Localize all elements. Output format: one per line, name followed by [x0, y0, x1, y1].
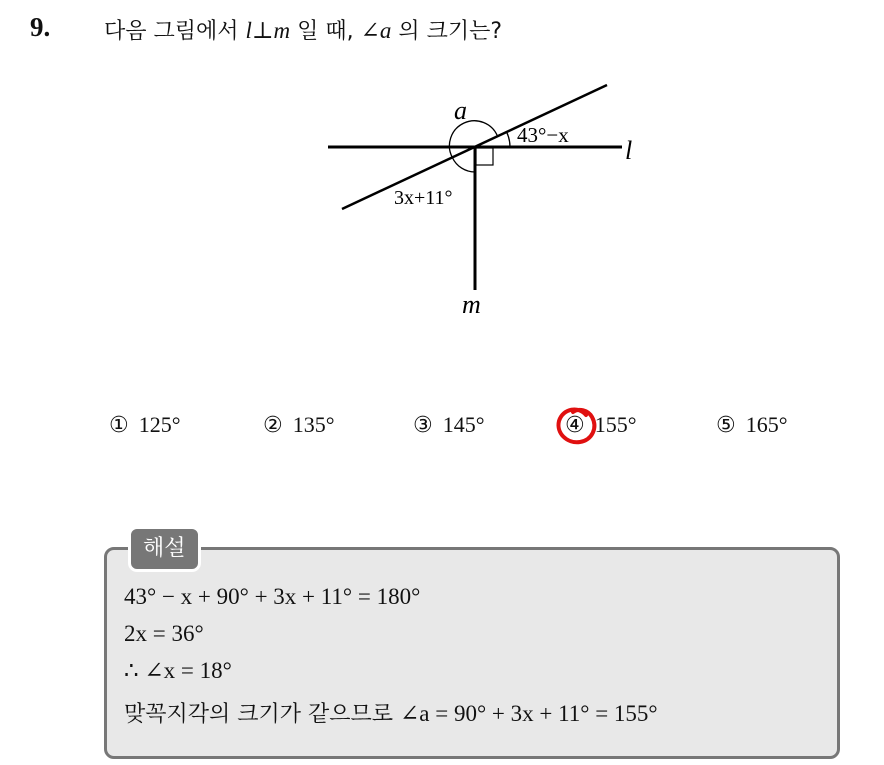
choice-2-number: ②: [263, 413, 283, 438]
choice-3-number: ③: [413, 413, 433, 438]
choice-4-value: 155°: [594, 412, 637, 437]
choice-1-number: ①: [109, 413, 129, 438]
choice-4-number: ④: [565, 413, 585, 438]
label-l: l: [625, 136, 633, 165]
solution-tag: 해설: [128, 526, 201, 572]
choice-5[interactable]: [716, 412, 788, 438]
choice-5-value: 165°: [745, 412, 788, 437]
choice-5-number: ⑤: [716, 413, 736, 438]
label-m: m: [462, 290, 481, 319]
solution-line-4-math: ∠a = 90° + 3x + 11° = 155°: [400, 701, 658, 726]
question-text-middle: 일 때,: [290, 19, 361, 44]
angle-a-target: ∠a: [360, 18, 392, 43]
solution-line-4: [124, 697, 658, 728]
answer-circle-mark: [553, 402, 603, 452]
angle-upper-right-arc: [507, 132, 510, 147]
question-text-before: 다음 그림에서: [104, 19, 246, 44]
choice-3-value: 145°: [442, 412, 485, 437]
label-angle-upper-right: 43°−x: [517, 123, 569, 147]
choice-2-value: 135°: [292, 412, 335, 437]
choice-2[interactable]: [263, 412, 335, 438]
label-angle-lower-left: 3x+11°: [394, 187, 453, 209]
solution-line-3: ∴ ∠x = 18°: [124, 658, 232, 683]
solution-line-4-text: 맞꼭지각의 크기가 같으므로: [124, 702, 401, 727]
question-number: 9.: [30, 12, 51, 42]
solution-line-2: 2x = 36°: [124, 621, 204, 646]
choice-1-value: 125°: [138, 412, 181, 437]
choice-1[interactable]: [109, 412, 181, 438]
label-a: a: [454, 96, 467, 125]
geometry-figure: [0, 0, 884, 360]
choice-3[interactable]: [413, 412, 485, 438]
answer-choices: [0, 412, 884, 446]
right-angle-mark: [476, 148, 493, 165]
perpendicular-condition: l⊥m: [245, 18, 291, 43]
solution-line-1: 43° − x + 90° + 3x + 11° = 180°: [124, 584, 421, 609]
question-text-after: 의 크기는?: [391, 19, 503, 44]
angle-lower-left-arc: [452, 158, 475, 172]
